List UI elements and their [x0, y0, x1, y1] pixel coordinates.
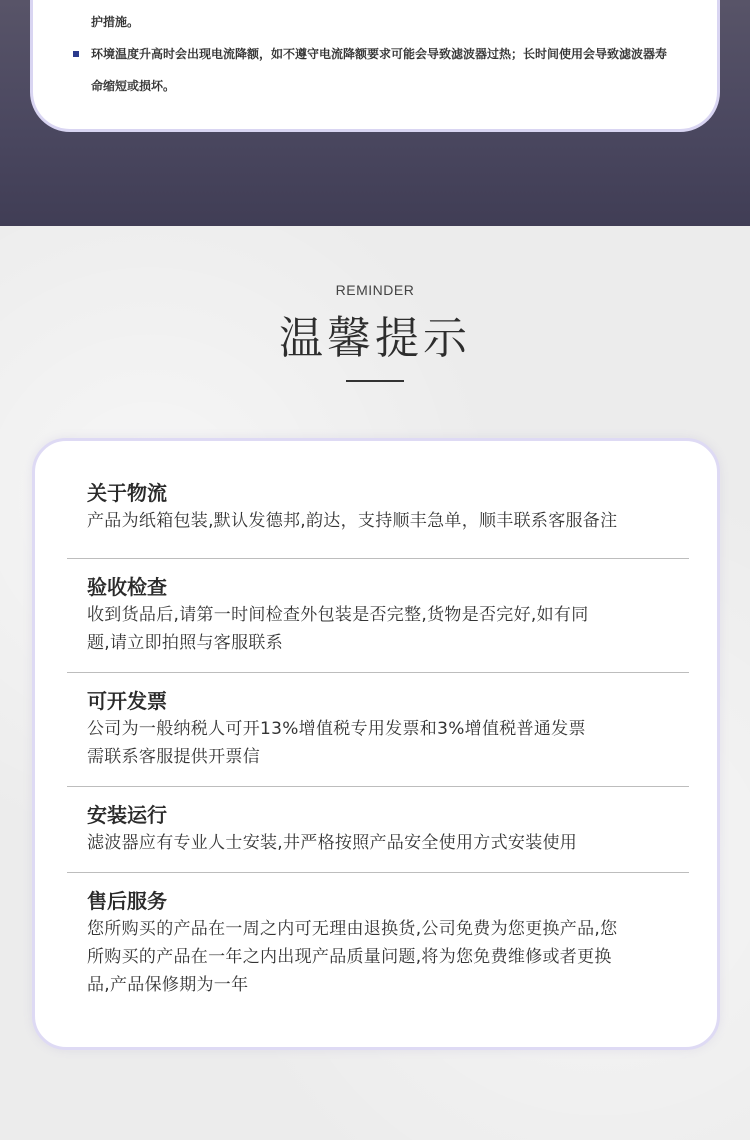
notice-line: 命缩短或损坏。 [91, 79, 176, 93]
reminder-card [32, 438, 720, 1050]
notice-card [30, 0, 720, 132]
reminder-section [0, 226, 750, 1140]
section-subtitle: REMINDER [335, 282, 415, 298]
item-text: 产品为纸箱包装,默认发德邦,韵达，支持顺丰急单，顺丰联系客服备注 [87, 511, 618, 531]
notice-bullet-item [73, 38, 677, 70]
item-text: 题,请立即拍照与客服联系 [87, 633, 284, 653]
notice-line: 环境温度升高时会出现电流降额，如不遵守电流降额要求可能会导致滤波器过热；长时间使用会导致滤波器寿 [91, 47, 668, 61]
item-text: 需联系客服提供开票信 [87, 747, 260, 767]
square-bullet-icon [73, 51, 79, 57]
item-title: 可开发票 [87, 689, 167, 713]
reminder-item-logistics [67, 479, 689, 559]
item-title: 售后服务 [87, 889, 167, 913]
item-title: 验收检查 [87, 575, 167, 599]
top-band [0, 0, 750, 226]
reminder-item-installation [67, 801, 689, 873]
reminder-item-inspection [67, 573, 689, 673]
item-text: 收到货品后,请第一时间检查外包装是否完整,货物是否完好,如有同 [87, 605, 589, 625]
title-divider [346, 380, 404, 382]
item-title: 安装运行 [87, 803, 167, 827]
item-title: 关于物流 [87, 481, 167, 505]
reminder-item-after-sales [67, 887, 689, 1007]
item-text: 您所购买的产品在一周之内可无理由退换货,公司免费为您更换产品,您 [87, 919, 618, 939]
item-text: 滤波器应有专业人士安装,井严格按照产品安全使用方式安装使用 [87, 833, 578, 853]
notice-line: 护措施。 [91, 15, 140, 29]
item-text: 所购买的产品在一年之内出现产品质量问题,将为您免费维修或者更换 [87, 947, 612, 967]
item-text: 公司为一般纳税人可开13%增值税专用发票和3%增值税普通发票 [87, 719, 586, 739]
item-text: 品,产品保修期为一年 [87, 975, 249, 995]
section-title: 温馨提示 [279, 313, 471, 364]
reminder-item-invoice [67, 687, 689, 787]
